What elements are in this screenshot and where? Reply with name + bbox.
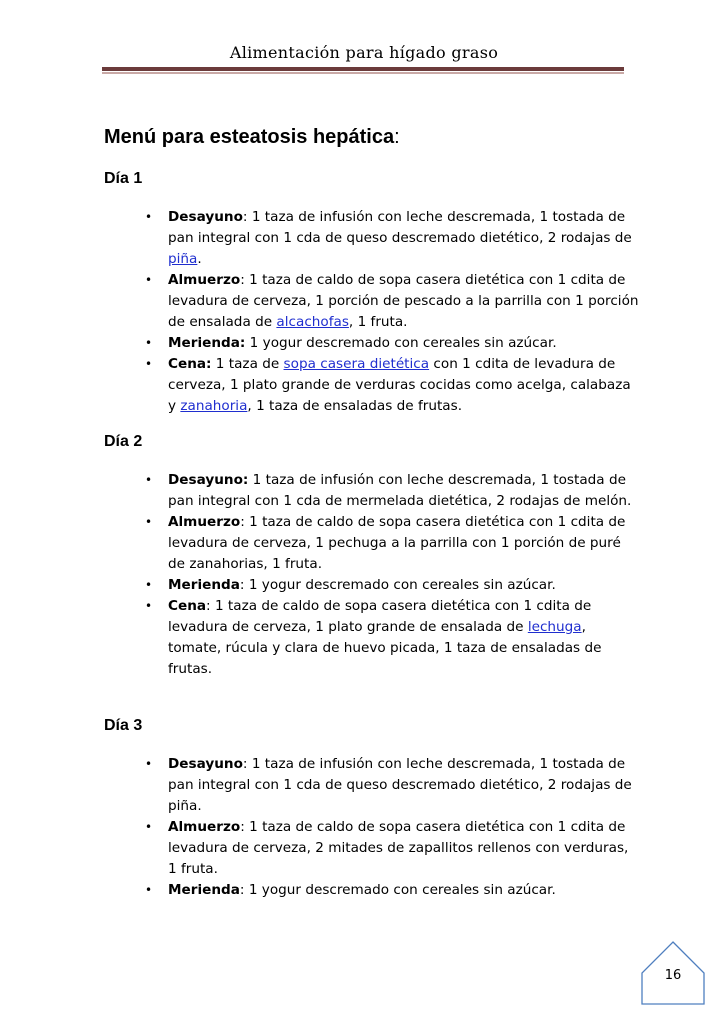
page-number: 16 [664, 968, 682, 983]
meal-description: 1 taza de [211, 356, 284, 372]
meal-item [140, 333, 640, 354]
document-title [104, 126, 400, 149]
food-link[interactable]: alcachofas [276, 314, 349, 330]
bullet-icon: • [145, 820, 153, 834]
meal-name: Almuerzo [168, 514, 241, 530]
meal-name-separator: : [242, 756, 248, 772]
meal-name: Desayuno [168, 756, 243, 772]
header-rule [102, 67, 624, 71]
food-link[interactable]: zanahoria [180, 398, 248, 414]
day-heading: Día 2 [104, 433, 143, 450]
meal-description: 1 taza de caldo de sopa casera dietética con 1 cdita de levadura de cerveza, 2 mitades de zapallitos rellenos con verduras, 1 fruta. [168, 819, 629, 877]
meal-name: Merienda: [168, 335, 246, 351]
day-heading: Día 1 [104, 170, 143, 187]
meal-description: , 1 fruta. [348, 314, 408, 330]
meal-description: , tomate, rúcula y clara de huevo picada, 1 taza de ensaladas de frutas. [168, 619, 602, 677]
meal-description: con 1 cdita de levadura de cerveza, 1 plato grande de verduras cocidas como acelga, calabaza y [168, 356, 631, 414]
meal-item [140, 207, 640, 270]
bullet-icon: • [145, 515, 153, 529]
meal-name-separator: : [242, 209, 248, 225]
page-header-title: Alimentación para hígado graso [229, 43, 499, 62]
meal-name-separator: : [206, 598, 211, 614]
food-link[interactable]: piña [168, 251, 198, 267]
header-rule-shadow [102, 72, 624, 74]
meal-list [140, 754, 640, 901]
bullet-icon: • [145, 883, 153, 897]
bullet-icon: • [145, 210, 153, 224]
bullet-icon: • [145, 273, 153, 287]
meal-name: Almuerzo [168, 819, 241, 835]
day-heading: Día 3 [104, 717, 143, 734]
bullet-icon: • [145, 336, 153, 350]
meal-description: , 1 taza de ensaladas de frutas. [247, 398, 463, 414]
meal-item [140, 575, 640, 596]
meal-item [140, 470, 640, 512]
meal-name: Almuerzo [168, 272, 241, 288]
bullet-icon: • [145, 473, 153, 487]
food-link[interactable]: sopa casera dietética [283, 356, 430, 372]
meal-description: 1 taza de caldo de sopa casera dietética con 1 cdita de levadura de cerveza, 1 pechuga a la parrilla con 1 porción de puré de zanahorias, 1 fruta. [168, 514, 626, 572]
meal-name-separator: : [239, 577, 245, 593]
meal-item [140, 354, 640, 417]
meal-item [140, 512, 640, 575]
meal-name-separator: : [240, 272, 245, 288]
meal-item [140, 596, 640, 680]
document-title-colon: : [394, 126, 400, 148]
meal-description: 1 yogur descremado con cereales sin azúcar. [244, 577, 556, 593]
bullet-icon: • [145, 757, 153, 771]
food-link[interactable]: lechuga [527, 619, 582, 635]
meal-list [140, 470, 640, 680]
document-title-text: Menú para esteatosis hepática [104, 126, 395, 148]
meal-description: 1 taza de caldo de sopa casera dietética con 1 cdita de levadura de cerveza, 1 porción de pescado a la parrilla con 1 porción de ensalada de [168, 272, 639, 330]
meal-item [140, 270, 640, 333]
bullet-icon: • [145, 357, 153, 371]
meal-description: 1 taza de infusión con leche descremada, 1 tostada de pan integral con 1 cda de queso descremado dietético, 2 rodajas de [168, 209, 632, 246]
meal-list [140, 207, 640, 417]
meal-name: Desayuno [168, 209, 243, 225]
meal-description: 1 taza de caldo de sopa casera dietética con 1 cdita de levadura de cerveza, 1 plato grande de ensalada de [168, 598, 592, 635]
meal-name-separator: : [240, 514, 245, 530]
meal-description: 1 yogur descremado con cereales sin azúcar. [244, 882, 556, 898]
meal-name: Merienda [168, 882, 240, 898]
bullet-icon: • [145, 599, 153, 613]
meal-name: Desayuno: [168, 472, 249, 488]
meal-description: 1 yogur descremado con cereales sin azúcar. [245, 335, 557, 351]
meal-item [140, 880, 640, 901]
bullet-icon: • [145, 578, 153, 592]
meal-name: Cena [168, 598, 207, 614]
meal-name: Merienda [168, 577, 240, 593]
meal-item [140, 754, 640, 817]
meal-description: 1 taza de infusión con leche descremada, 1 tostada de pan integral con 1 cda de mermelada dietética, 2 rodajas de melón. [168, 472, 632, 509]
meal-description: 1 taza de infusión con leche descremada, 1 tostada de pan integral con 1 cda de queso descremado dietético, 2 rodajas de piña. [168, 756, 632, 814]
meal-description: . [197, 251, 202, 267]
meal-name-separator: : [240, 819, 245, 835]
meal-item [140, 817, 640, 880]
meal-name: Cena: [168, 356, 212, 372]
meal-name-separator: : [239, 882, 245, 898]
